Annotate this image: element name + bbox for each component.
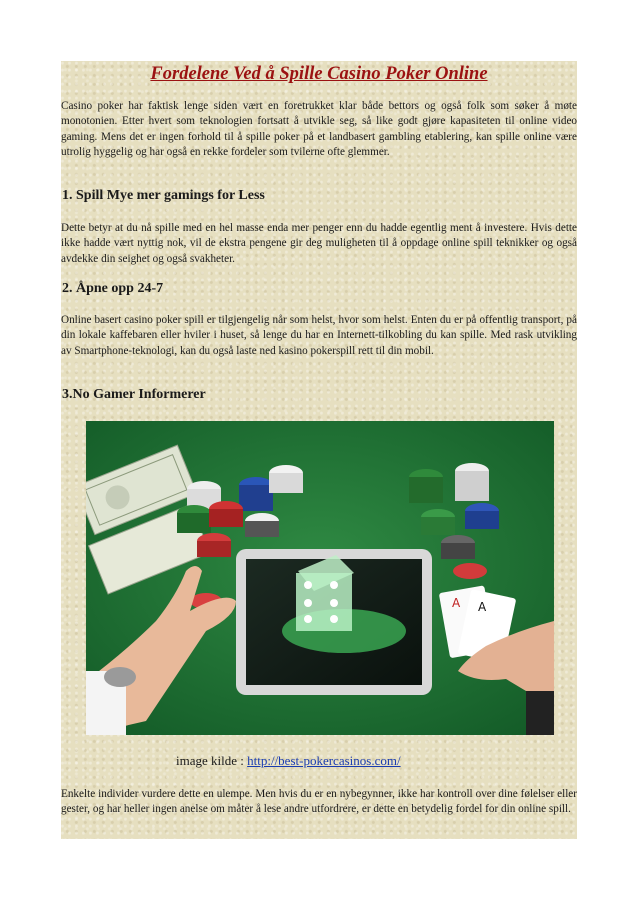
section-body-3: Enkelte individer vurdere dette en ulempe. Men hvis du er en nybegynner, ikke har kontroll over dine følelser eller gester, og har heller ingen anelse om måter å lese andre utfordrere, er dette en betydelig fordel for din online spill. bbox=[61, 788, 577, 816]
source-link[interactable]: http://best-pokercasinos.com/ bbox=[247, 753, 401, 768]
image-caption bbox=[176, 753, 401, 769]
section-body-1: Dette betyr at du nå spille med en hel masse enda mer penger enn du hadde egentlig ment å investere. Hvis dette ikke hadde vært nyttig nok, vil de ekstra pengene gir deg muligheten til å oppdage online spill teknikker og også avdekke din seighet og også svakheter. bbox=[61, 222, 577, 265]
svg-text:A: A bbox=[478, 600, 487, 614]
section-heading-1: 1. Spill Mye mer gamings for Less bbox=[62, 188, 265, 203]
section-heading-3: 3.No Gamer Informerer bbox=[62, 387, 206, 402]
article-title: Fordelene Ved å Spille Casino Poker Online bbox=[150, 64, 488, 84]
tablet-graphic bbox=[236, 549, 432, 695]
poker-photo bbox=[86, 421, 554, 735]
section-body-2: Online basert casino poker spill er tilgjengelig når som helst, hvor som helst. Enten du er på offentlig transport, på din lokale kaffebaren eller hviler i huset, så lenge du har en Internett-tilkobling du kan spille. Med rask utvikling av Smartphone-teknologi, kan du også laste ned kasino pokerspill rett til din mobil. bbox=[61, 314, 577, 357]
caption-label: image kilde : bbox=[176, 753, 248, 768]
svg-text:A: A bbox=[452, 596, 461, 610]
intro-paragraph: Casino poker har faktisk lenge siden vært en foretrukket klar både bettors og også folk som søker å møte monotonien. Etter hvert som teknologien fortsatt å utvikle seg, så like godt gjøre kapasiteten til online video gaming. Mens det er ingen forhold til å spille poker på et landbasert gambling etablering, kan spille online være utrolig hyggelig og har også en rekke fordeler som tvilerne ofte glemmer. bbox=[61, 100, 577, 158]
section-heading-2: 2. Åpne opp 24-7 bbox=[62, 281, 164, 296]
article-page bbox=[61, 61, 577, 839]
